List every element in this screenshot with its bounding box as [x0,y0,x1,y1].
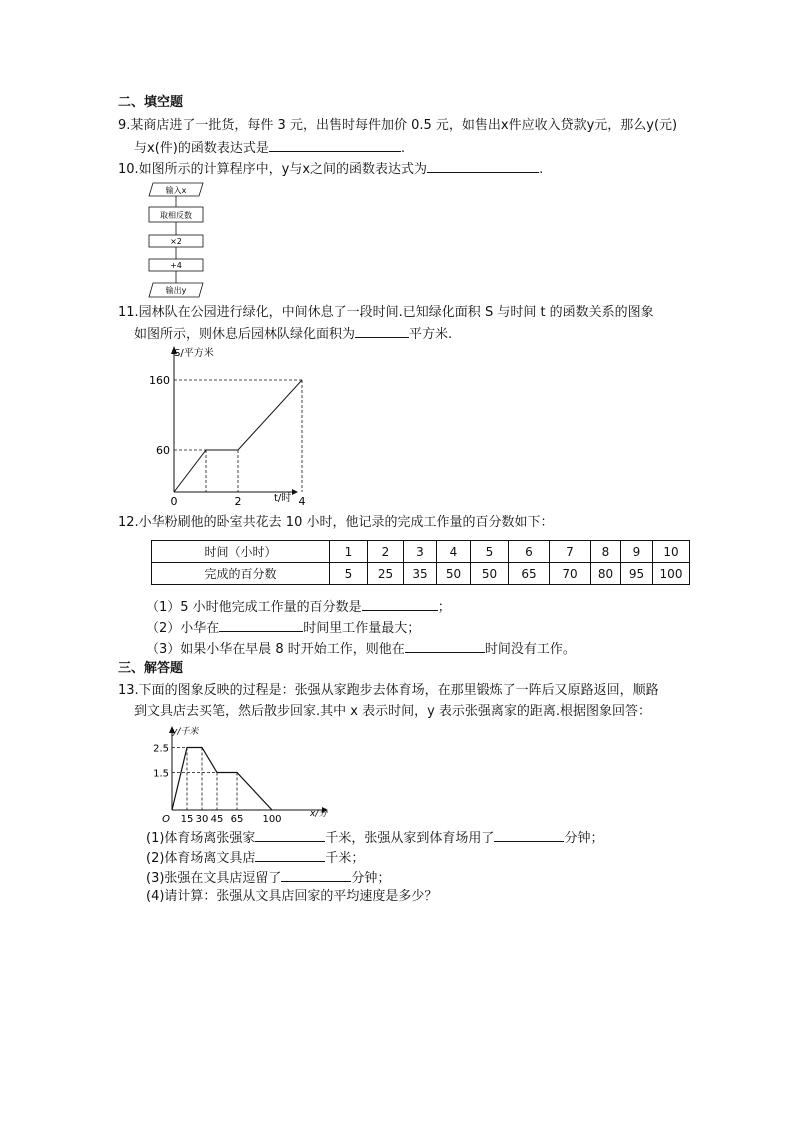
section-fill-blank-title: 二、填空题 [118,95,184,110]
answer-blank[interactable] [269,138,401,152]
y-tick-label: 160 [149,374,170,387]
q13-sub1-mid: 千米，张强从家到体育场用了 [325,831,495,846]
q12-sub1-text: （1）5 小时他完成工作量的百分数是 [146,600,362,615]
q13-sub1-end: 分钟； [564,831,604,846]
x-tick-label: 30 [195,814,209,824]
answer-blank[interactable] [255,848,325,862]
y-axis-label: y/千米 [172,727,199,737]
row-header: 时间（小时） [152,541,330,563]
percent-cell: 70 [550,563,591,585]
q13-sub3 [146,868,390,888]
percent-cell: 25 [368,563,404,585]
row-header: 完成的百分数 [152,563,330,585]
hour-cell: 8 [591,541,621,563]
flow-output [149,283,203,297]
distance-time-chart [140,724,340,824]
answer-blank[interactable] [362,597,438,611]
percent-cell: 50 [471,563,509,585]
y-tick-label: 2.5 [153,743,169,755]
x-tick-label: 65 [230,814,244,824]
hour-cell: 2 [368,541,404,563]
percent-cell: 80 [591,563,621,585]
x-axis-label: x/分 [310,809,328,819]
q13-sub3-text: (3)张强在文具店逗留了 [146,871,282,886]
percent-cell: 35 [404,563,437,585]
q12-sub2-text: （2）小华在 [146,621,220,636]
hour-cell: 5 [471,541,509,563]
q11-line1: 11.园林队在公园进行绿化，中间休息了一段时间.已知绿化面积 S 与时间 t 的函数关系的图象 [118,305,654,320]
x-tick-label: 100 [262,814,282,824]
q11-text: 如图所示，则休息后园林队绿化面积为 [134,327,356,342]
svg-text:输出y: 输出y [165,286,187,295]
section-answer-title: 三、解答题 [118,661,184,676]
hour-cell: 6 [509,541,550,563]
flow-step-plus4 [149,259,203,271]
percent-cell: 50 [437,563,471,585]
hour-cell: 9 [621,541,653,563]
q13-line1: 13.下面的图象反映的过程是：张强从家跑步去体育场，在那里锻炼了一阵后又原路返回，顺路 [118,683,659,698]
q12-sub1-end: ； [437,600,451,615]
answer-blank[interactable] [255,828,325,842]
x-axis-label: t/时 [274,493,292,504]
q10-question [118,159,543,179]
q13-sub2-end: 千米； [325,851,365,866]
percent-cell: 100 [653,563,690,585]
q12-intro: 12.小华粉刷他的卧室共花去 10 小时，他记录的完成工作量的百分数如下： [118,515,554,530]
y-tick-label: 60 [156,444,170,457]
q13-sub2-text: (2)体育场离文具店 [146,851,256,866]
q12-sub1 [146,597,451,617]
q12-sub3-text: （3）如果小华在早晨 8 时开始工作，则他在 [146,642,405,657]
q13-sub4: (4)请计算：张强从文具店回家的平均速度是多少？ [146,889,438,904]
hour-cell: 4 [437,541,471,563]
q13-sub1 [146,828,603,848]
x-axis-arrow [292,489,298,495]
q13-line2: 到文具店去买笔，然后散步回家.其中 x 表示时间，y 表示张强离家的距离.根据图象回答： [134,704,652,719]
table-row [152,541,690,563]
svg-text:取相反数: 取相反数 [160,211,192,220]
q10-end: . [539,162,544,177]
y-axis-label: S/平方米 [174,348,214,359]
x-tick-label: 15 [180,814,194,824]
x-tick-label: 2 [234,495,242,508]
svg-text:+4: +4 [170,261,182,270]
q11-end: 平方米. [409,327,453,342]
flow-step-negate [149,207,203,222]
flow-input [149,183,203,196]
q9-text: 与x(件)的函数表达式是 [134,141,269,156]
progress-table [151,540,690,585]
svg-text:输入x: 输入x [165,186,187,195]
q12-sub3 [146,639,576,659]
q9-line1: 9.某商店进了一批货，每件 3 元，出售时每件加价 0.5 元，如售出x件应收入贷款y元，那么y(元) [118,118,678,133]
answer-blank[interactable] [494,828,564,842]
q9-line2 [134,138,405,158]
x-tick-label: O [162,814,170,824]
q13-sub1-text: (1)体育场离张强家 [146,831,256,846]
percent-cell: 5 [330,563,368,585]
q13-sub2 [146,848,364,868]
percent-cell: 65 [509,563,550,585]
answer-blank[interactable] [405,639,485,653]
answer-blank[interactable] [355,324,409,338]
q12-sub3-end: 时间没有工作。 [484,642,576,657]
q12-sub2 [146,618,420,638]
answer-blank[interactable] [281,868,351,882]
x-tick-label: 4 [298,495,306,508]
percent-cell: 95 [621,563,653,585]
hour-cell: 1 [330,541,368,563]
svg-text:×2: ×2 [170,237,182,246]
q9-end: . [400,141,405,156]
flow-step-times2 [149,235,203,247]
hour-cell: 10 [653,541,690,563]
area-time-chart [140,340,310,510]
y-tick-label: 1.5 [153,768,169,780]
answer-blank[interactable] [219,618,303,632]
table-row [152,563,690,585]
x-tick-label: 0 [170,495,178,508]
hour-cell: 7 [550,541,591,563]
flowchart [148,181,204,299]
x-tick-label: 45 [210,814,224,824]
q10-text: 10.如图所示的计算程序中，y与x之间的函数表达式为 [118,162,428,177]
q13-sub3-end: 分钟； [351,871,391,886]
q12-sub2-end: 时间里工作量最大； [303,621,421,636]
answer-blank[interactable] [427,159,539,173]
hour-cell: 3 [404,541,437,563]
